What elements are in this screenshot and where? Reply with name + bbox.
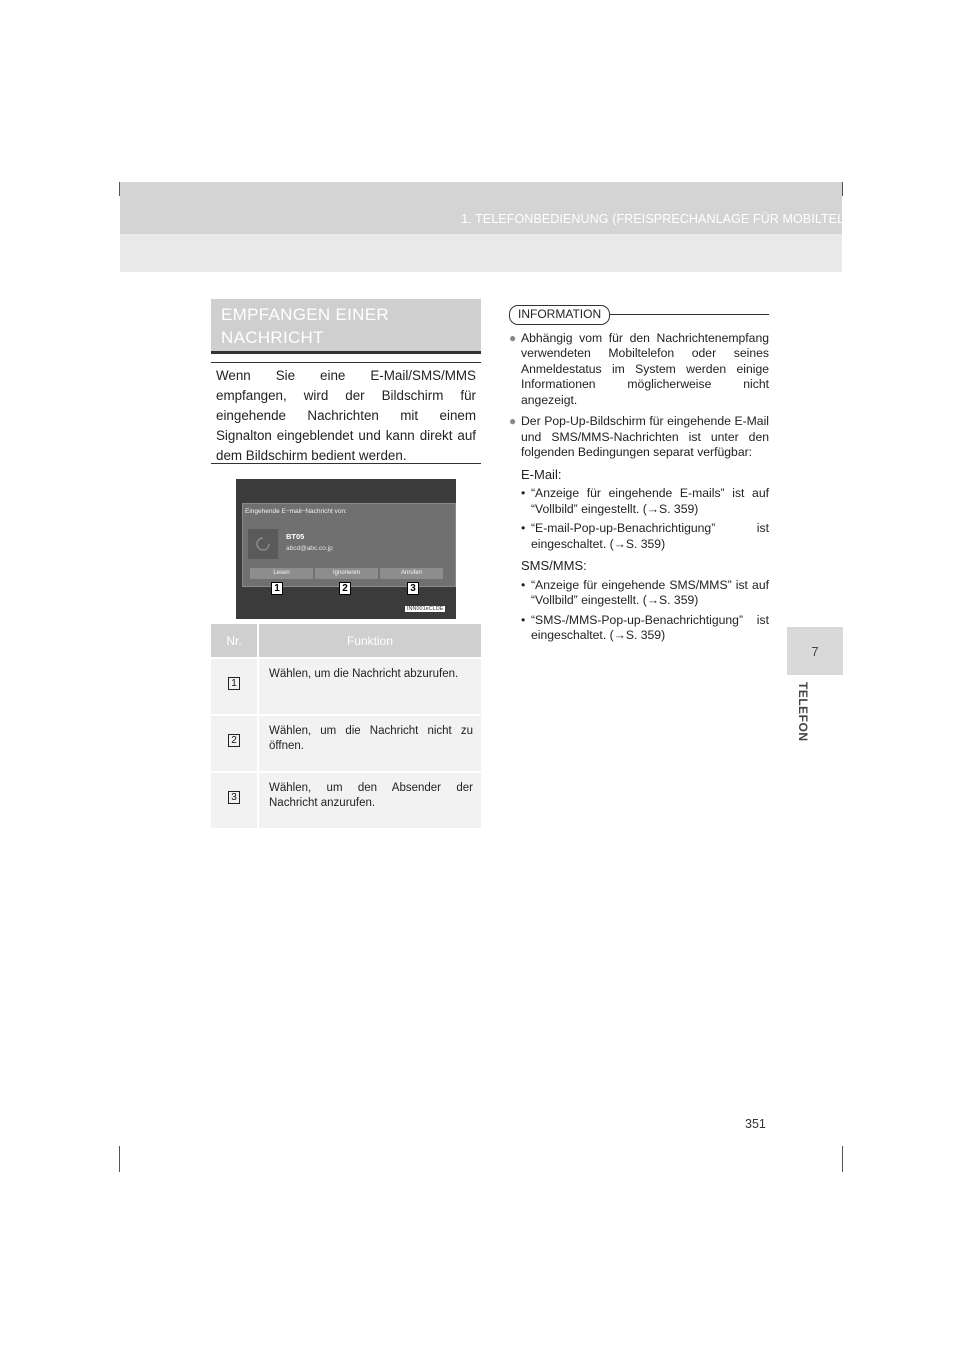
row-number: 1 [228,677,240,690]
running-header: 1. TELEFONBEDIENUNG (FREISPRECHANLAGE FÜR MOBILTELEFONE) [461,212,892,226]
table-row [211,658,481,715]
chapter-tab: 7 [787,627,843,675]
sms-subheading: SMS/MMS: [521,558,587,573]
bullet-dot-icon: ● [509,414,517,428]
table-header-row [211,624,481,658]
section-rule [211,351,481,354]
function-table [211,624,481,830]
table-row [211,772,481,829]
row-text: Wählen, um die Nachricht abzurufen. [258,658,481,715]
information-bullet: ● Der Pop-Up-Bildschirm für eingehende E-Mail und SMS/MMS-Nachrichten ist unter den folgenden Bedingungen separat verfügbar: [509,414,769,459]
contact-name: BT05 [286,532,305,541]
row-number: 3 [228,791,240,804]
row-number: 2 [228,734,240,747]
header-strip [120,182,842,234]
crop-mark [842,182,843,196]
email-condition: • “Anzeige für eingehende E-mails” ist auf “Vollbild” eingestellt. (→S. 359) [521,486,769,516]
contact-avatar [248,529,278,559]
ignore-button[interactable]: Ignorieren [315,568,378,579]
callout-2: 2 [339,582,351,595]
bullet-dot-icon: ● [509,330,517,345]
section-heading-line1: EMPFANGEN EINER [221,305,389,324]
callout-1: 1 [271,582,283,595]
table-row [211,715,481,772]
information-bullet: ● Abhängig vom für den Nachrichtenempfang verwendeten Mobiltelefon oder seines Anmeldestatus im System werden einige Informationen möglicherweise nicht angezeigt. [509,330,769,407]
incoming-message-screen [236,479,456,619]
col-nr: Nr. [211,624,258,658]
intro-text: Wenn Sie eine E-Mail/SMS/MMS empfangen, wird der Bildschirm für eingehende Nachrichten mit einem Signalton eingeblendet und kann direkt auf dem Bildschirm bedient werden. [211,362,481,464]
call-button[interactable]: Anrufen [380,568,443,579]
contact-email: abcd@abc.co.jp [286,545,333,552]
information-label: INFORMATION [509,305,610,325]
email-subheading: E-Mail: [521,466,562,482]
sms-condition: • “SMS-/MMS-Pop-up-Benachrichtigung” ist eingeschaltet. (→S. 359) [521,612,769,642]
col-funktion: Funktion [258,624,481,658]
crop-mark [119,1146,120,1172]
section-heading-line2: NACHRICHT [221,328,324,347]
crop-mark [842,1146,843,1172]
callout-3: 3 [407,582,419,595]
screen-title: Eingehende E−mail−Nachricht von: [245,508,347,515]
loading-spinner-icon [255,536,271,552]
email-condition: • “E-mail-Pop-up-Benachrichtigung” ist eingeschaltet. (→S. 359) [521,521,769,551]
row-text: Wählen, um die Nachricht nicht zu öffnen. [258,715,481,772]
page-number: 351 [745,1117,766,1131]
row-text: Wählen, um den Absender der Nachricht anzurufen. [258,772,481,829]
sms-condition: • “Anzeige für eingehende SMS/MMS” ist auf “Vollbild” eingestellt. (→S. 359) [521,577,769,607]
section-heading [211,299,481,351]
information-box [509,305,769,644]
image-code: INN001eCLDE [407,606,444,612]
read-button[interactable]: Lesen [250,568,313,579]
chapter-label: TELEFON [796,682,810,742]
